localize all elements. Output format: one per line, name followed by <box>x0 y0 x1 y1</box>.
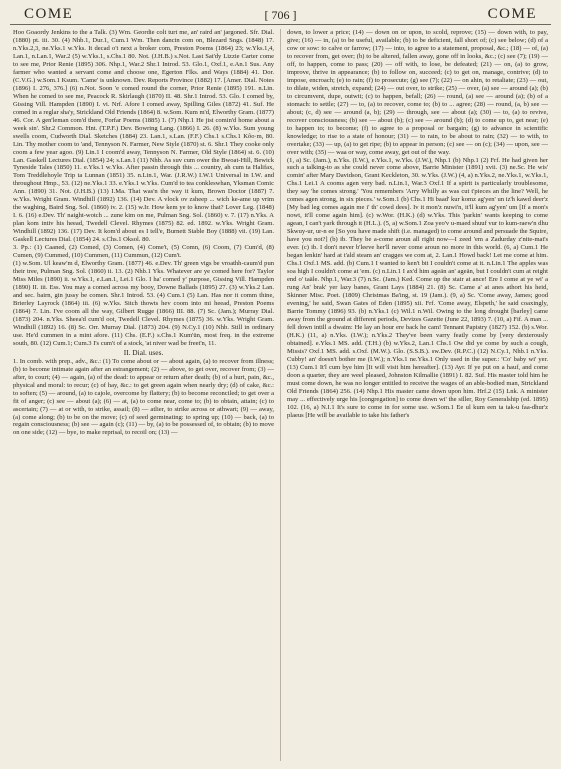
paragraph-combinations-continued: down, to lower a price; (14) — down on or upon, to scold, reprove; (15) — down with, to pay, give; (16) — in, (a) to be useful, available; (b) to be deficient, fall short of; (c) see below; (d) of a cow or sow: to calve or farrow; (17) — into, to agree to a statement, proposal, &c.; (18) — of, (a) to recover from, get over; (b) to be altered, fallen away, gone off in looks, &c.; (c) see (7); (19) — off, to happen, come to pass; (20) — off with, to lose, be defeated; (21) — on, (a) to grow, improve, thrive in appearance; (b) to follow on, succeed; (c) to get on, manage, contrive; (d) to impose, encroach; (e) to rain; (f) to prosecute; (g) see (7); (22) — on ahin, to retaliate; (23) — out, to dilate, widen, stretch, expand; (24) — out over, to strike; (25) — over, (a) see — around (a); (b) to circumvent, dupe, outwit; (c) to happen, befall; (26) — round, (a) see — around (a); (b) of a stomach: to settle; (27) — to, (a) to recover, come to; (b) to ... agree; (28) — round, (a, b) see — about; (c, d) see — around (a, b); (29) — through, see — about (a); (30) — to, (a) to revive, recover consciousness; (b) see — about (b); (c) see — around (b); (d) to come up to, get near; (e) to happen to; to become; (f) to agree to a proposal or bargain; (g) to advance in scientific knowledge; to rise to a state of honour; (31) — to rain, to be about to rain; (32) — to with, to overtake; (33) — up, (a) to get ripe; (b) to appear in person; (c) see — on (c); (34) — upon, see — over with; (35) — waa or way, come away, get out of the way. <box>287 29 548 156</box>
paragraph-past-participle-citations: (1) w.Som. Ul keaw'm d, Elworthy Gram. (1877) 46. e.Dev. Th' green vigs be vroathh-caum'd pun their tree, Pulman Sng. Sol. (1860) ii. 13. (2) Nhb.1 Yks. Whatever are ye comed here for? Taylor Miss Miles (1890) ii. w.Yks.1, e.Lan.1, Lei.1 Glo. I ha' comed y' purpose, Gissing Vill. Hampden (1890) II. iii. Ess. You may a comed across my booy, Downe Ballads (1895) 27. (3) w.Yks.2 Lan. and sec. bairn, gin jussy be comen. Shr.1 Introd. 53. (4) Cum.1 (5) Lan. Has nor it comm thine, Brierley Layrock (1864) iii. (6) w.Yks. Sitch thowts hev coom into mi heead, Preston Poems (1864) 7. Lin. I've coom all the way, Gilbert Rugge (1866) III. 88. (7) Sc. (Jam.); Murray Dial. (1873) 204. n.Yks. Sheea'd cum'd oot, Twedell Clevel. Rhymes (1875) 36. w.Yks. Wright Gram. Windhill (1892) 16. (8) Sc. Orr. Murray Dial. (1873) 204. (9) N.Cy.1 (10) Nhb. Still in ordinary use. He'd cummen in a mint afore. (11) Chs. (E.F.) s.Chs.1 Kum'ün, most freq. in the extreme south, 80. (12) Cum.1; Cum.3 I's cum't of a stock, 'at niver wad be freet'n, 11. <box>13 260 274 347</box>
header-headword-left: COME <box>24 6 74 22</box>
page-number: [ 706 ] <box>264 8 297 22</box>
right-column <box>287 29 548 761</box>
paragraph-combination-citations: (1, a) Sc. (Jam.), n.Yks. (I.W.), e.Yks.1, w.Yks. (J.W.), Nhp.1 (b) Nhp.1 (2) Frf. He had given her such a talking-to as she could never come above, Barrie Minister (1891) xvii. (3) ne.Sc. He wis' comin' after Mary Davidson, Grant Keckleton, 30. w.Yks. (J.W.) (4, a) n.Yks.2, ne.Yks.1, w.Yks.1, Chs.1 Lei.1 A cooms agen very bad. n.Lin.1, War.3 Oxf.1 If a spirit is particularly troublesome, they say 'he comes strong.' 'You remembers 'Arry Whilly as was cut t'pieces an the line? Well, he comes agen strong, in six pieces.' w.Som.1 (b) Chs.1 Hi baad' kur komz ag'yen' un iz'h kawd deer'z [My bad leg comes again me i' th' cowd dees]. Iv it mon'z nuwi'n, it'll kum ag'yen' um [If a mon's nowt, it'll come again him]. (c) w.Wor. (H.K.) (d) w.Yks. This 'parkin' wants keeping to come agean, I can't yark through it (H.L.). (5, a) w.Som.1 Zoa yeo'v u-maed shuuf vur to kum-raew'n dhu Skwuy-ur, ur-n ee [So you have made shift (i.e. managed) to come around and persuade the Squire, have you not?] (b) ib. They be a-come aroun all right now—I zeed 'em a Zadurday z'nite-mat's ever. (c) ib. I don't never b'leeve her'll never come aroun no more in this world. (6, a) Cum.1 He began lenkin' hard at t'ald steam an' cragges we com at, 2. Lan.1 Howd back! Let me come at him. Chs.1 Oxf.1 MS. add. (b) Cum.1 I wanted to ken't bit I couldn't come at it. n.Lin.1 The apples was soa high I couldn't come at 'em. (c) n.Lin.1 I ax'd him ageän an' ageän, but I couldn't cum at reight end o' taäle. Nhp.1, War.3 (7) n.Sc. (Jam.) Ked. Come up the stair at ance! Ere I come at ye wi' a rung An' brak' yer lazy banes, Grant Lays (1884) 21. (8) Sc. Came a' at anes athort his heid, Skinner Misc. Poet. (1809) Christmas Ba'ing, st. 19 (Jam.). (9, a) Sc. 'Come away, James; good evening,' he said, Swan Gates of Eden (1895) xii. Frf. 'Come away, Elspeth,' he said coaxingly, Barrie Tommy (1896) 93. (b) n.Yks.1 (c) Wil.1 n.Wil. Owing to the long drought [barley] came away from the ground at different periods, Devizes Gazette (June 22, 1893) 7. (10, a) Fif. A man ... fell down intill a dwaim: He lay an hour ere back he cam! Tennant Papistry (1827) 152. (b) s.Wor. (H.K.) (11, a) n.Yks. (I.W.); n.Yks.2 They've been varry featly come by [very dexterously obtained]. e.Yks.1 MS. add. (T.H.) (b) w.Yks.2, Lan.1 Chs.1 Ow did ye come by such a cough, Missis? Oxf.1 MS. add. s.Oxf. (M.W.). Glo. (S.S.B.). sw.Dev. (R.P.C.) (12) N.Cy.1, Nhb.1 n.Yks. Cubby! an' doesn't bother me (I.W.); n.Yks.1 ne.Yks.1 Only used in the super.: 'Co' baby wi' yer. (13) Cum.1 It'l cum bye him [It will visit him hereafter]. (13) Ayr. If ye put on a hauf, and come doon a quarter, they are weel pleased, Johnston Kilmallie (1891) I. 82. Suf. His master told him he must come down, he was no longer entitled to receive the wages of an able-bodied man, Strickland Old Friends (1864) 256. (14) Nhp.1 His master came down upon him. Hrf.2 (15) Lnk. A minister may ... effectively urge his [congregation] to come down wi' the siller, Roy Generalship (ed. 1895) 102. (16, a) N.I.1 It's sure to come in for some use. w.Som.1 Ee ul kum een ta tak-u faa-dhur'z plaeus [He will be available to take his father's <box>287 156 548 419</box>
paragraph-combinations: 1. In comb. with prep., adv., &c.: (1) To come about or — about again, (a) to recover from illness; (b) to become intimate again after an estrangement; (2) — above, to get over, recover from; (3) — after, to court; (4) — again, (a) of the dead: to appear or return after death; (b) of a hurt, pain, &c., physical and moral: to recur; (c) of hay, &c.: to get green again when nearly dry; (d) of cake, &c.: to soften; (5) — around, (a) to cajole, overcome by flattery; (b) to become reconciled; to get over a fit of anger; (c) see — about (a); (6) — at, (a) to come near, come to; (b) to obtain, attain; (c) to ascertain; (7) — at or with, to strike, assail; (8) — atlier, to strike across or athwart; (9) — away, (a) come along; (b) to be on the move; (c) of seed germinating: to spring up; (10) — back, (a) to regain consciousness; (b) see — again (c); (11) — by, (a) to be possessed of, to obtain; (b) to move on one side; (12) — bye, to make reprisal, to recoil on; (13) — <box>13 357 274 437</box>
column-divider <box>280 29 281 761</box>
header-headword-right: COME <box>487 6 537 22</box>
section-heading-dial-uses: II. Dial. uses. <box>123 347 164 357</box>
running-header <box>10 6 551 24</box>
paragraph-past-tense-citations: Hoo Goaordy Jenkins to the a Talk. (3) Wm. Geordie colt turt me, an' raird an' jargoned. Sfr. Dial. (1880) pt. iii. 30. (4) Nhb.1, Dur.1, Cum.1 Wm. Then dancin com on, Blezard Sngs. (1848) 17. n.Yks.2,3, ne.Yks.1 w.Yks. It decad o't next a broker com, Preston Poems (1864) 23; w.Yks.1,4, Lan.1, n.Lan.1, War.2 (5) w.Yks.1, s.Chs.1 80. Not. (J.H.B.) s.Not. Last Sat'dy Lizzie Carter come to see me, Prior Renie (1895) 306. Nhp.1, War.2 Shr.1 Introd. 53. Glo.1, Oxf.1, e.An.1 Sus. Any farmer who wanted a servant come and choose one, Egerton Flks. and Ways (1884) 41. Dor. (C.V.G.) w.Som.1 Ksum. 'Came' is unknown. Dev. Reports Province (1882) 17. [Amer. Dial. Notes (1896) I. 276, 376.] (6) n.Not. Soon 'e comed round the corner, Prior Renie (1895) 191. n.Lin. When he comed to see me, Peacock R. Skirlaugh (1870) II. 48. Shr.1 Introd. 53. Glo. I comed by, Gissing Vill. Hampden (1890) I. vi. Nrf. Afore I comed away, Spilling Giles (1872) 41. Suf. He comed in a reglar sha'y, Strickland Old Friends (1864) 8. w.Som. Kum m'd, Elworthy Gram. (1877) 46. Cor. A gen'leman com'd there, Forfar Poems (1885) 1. (7) Nhp.1 He jist comin'd home about a week sin'. Shr.2 Common. Hnt. (T.P.F.) Dev. Bowring Lang. (1866) I. 26. (8) w.Yks. Sum young swells coom, Cudworth Dial. Sketches (1884) 23. Lan.1, s.Lan. (F.F.) Chs.1 s.Chs.1 Kôo·m, 80. Lin. Thy mother coom to 'and, Tennyson N. Farmer, New Style (1870) st. 6. Shr.1 They cooke only coom a few year agoo. (9) Lin.1 I coom'd away, Tennyson N. Farmer, Old Style (1864) st. 6. (10) Lan. Gaskell Lectures Dial. (1854) 24; s.Lan.1 (11) Nhb. As suv cum ower the Bwoat-Hill, Bewick Tyneside Tales (1850) 11. e.Yks.1 w.Yks. After passin through this ... country, ah cum ta Halifax, Tom Treddlehoyle Trip ta Lunnan (1851) 35. n.Lin.1, War. (J.R.W.) I.W.1 Universal in I.W. and throughout Hmp., 53. (12) ne.Yks.1 33. e.Yks.1 w.Yks. Cum'd to tea conkleswhan, Yksman Comic Ann. (1890) 31. Not. (J.H.B.) (13) I.Ma. That was'n the way it kum, Brown Doctor (1887) 7. w.Yks. Wright Gram. Windhill (1892) 136. (14) Dev. A vlock ov zsheep ... wich ke-ame up vrim the waghing, Baird Sng. Sol. (1860) iv. 2. (15) w.Ir. How kem ye to know that? Lover Leg. (1848) I. 6. (16) e.Dev. Th' naight-wotch ... zune kim on me, Pulman Sng. Sol. (1860) v. 7. (17) n.Yks. A plan kom intiv his heead, Twedell Clevel. Rhymes (1875) 82. ed. 1892. w.Yks. Wright Gram. Windhill (1892) 136. (17) Dev. It kom'd about es I tell'e, Burnett Stable Boy (1888) vii. (19) Lan. Gaskell Lectures Dial. (1854) 24. s.Chs.1 Oksol. 80. <box>13 29 274 244</box>
header-rule <box>10 24 551 25</box>
paragraph-past-participle-forms: 3. Pp.: (1) Caaned, (2) Comed, (3) Comen, (4) Come't, (5) Comn, (6) Coom, (7) Cum'd, (8) Cumen, (9) Cummed, (10) Cummen, (11) Cummun, (12) Cum't. <box>13 244 274 260</box>
left-column <box>13 29 274 761</box>
